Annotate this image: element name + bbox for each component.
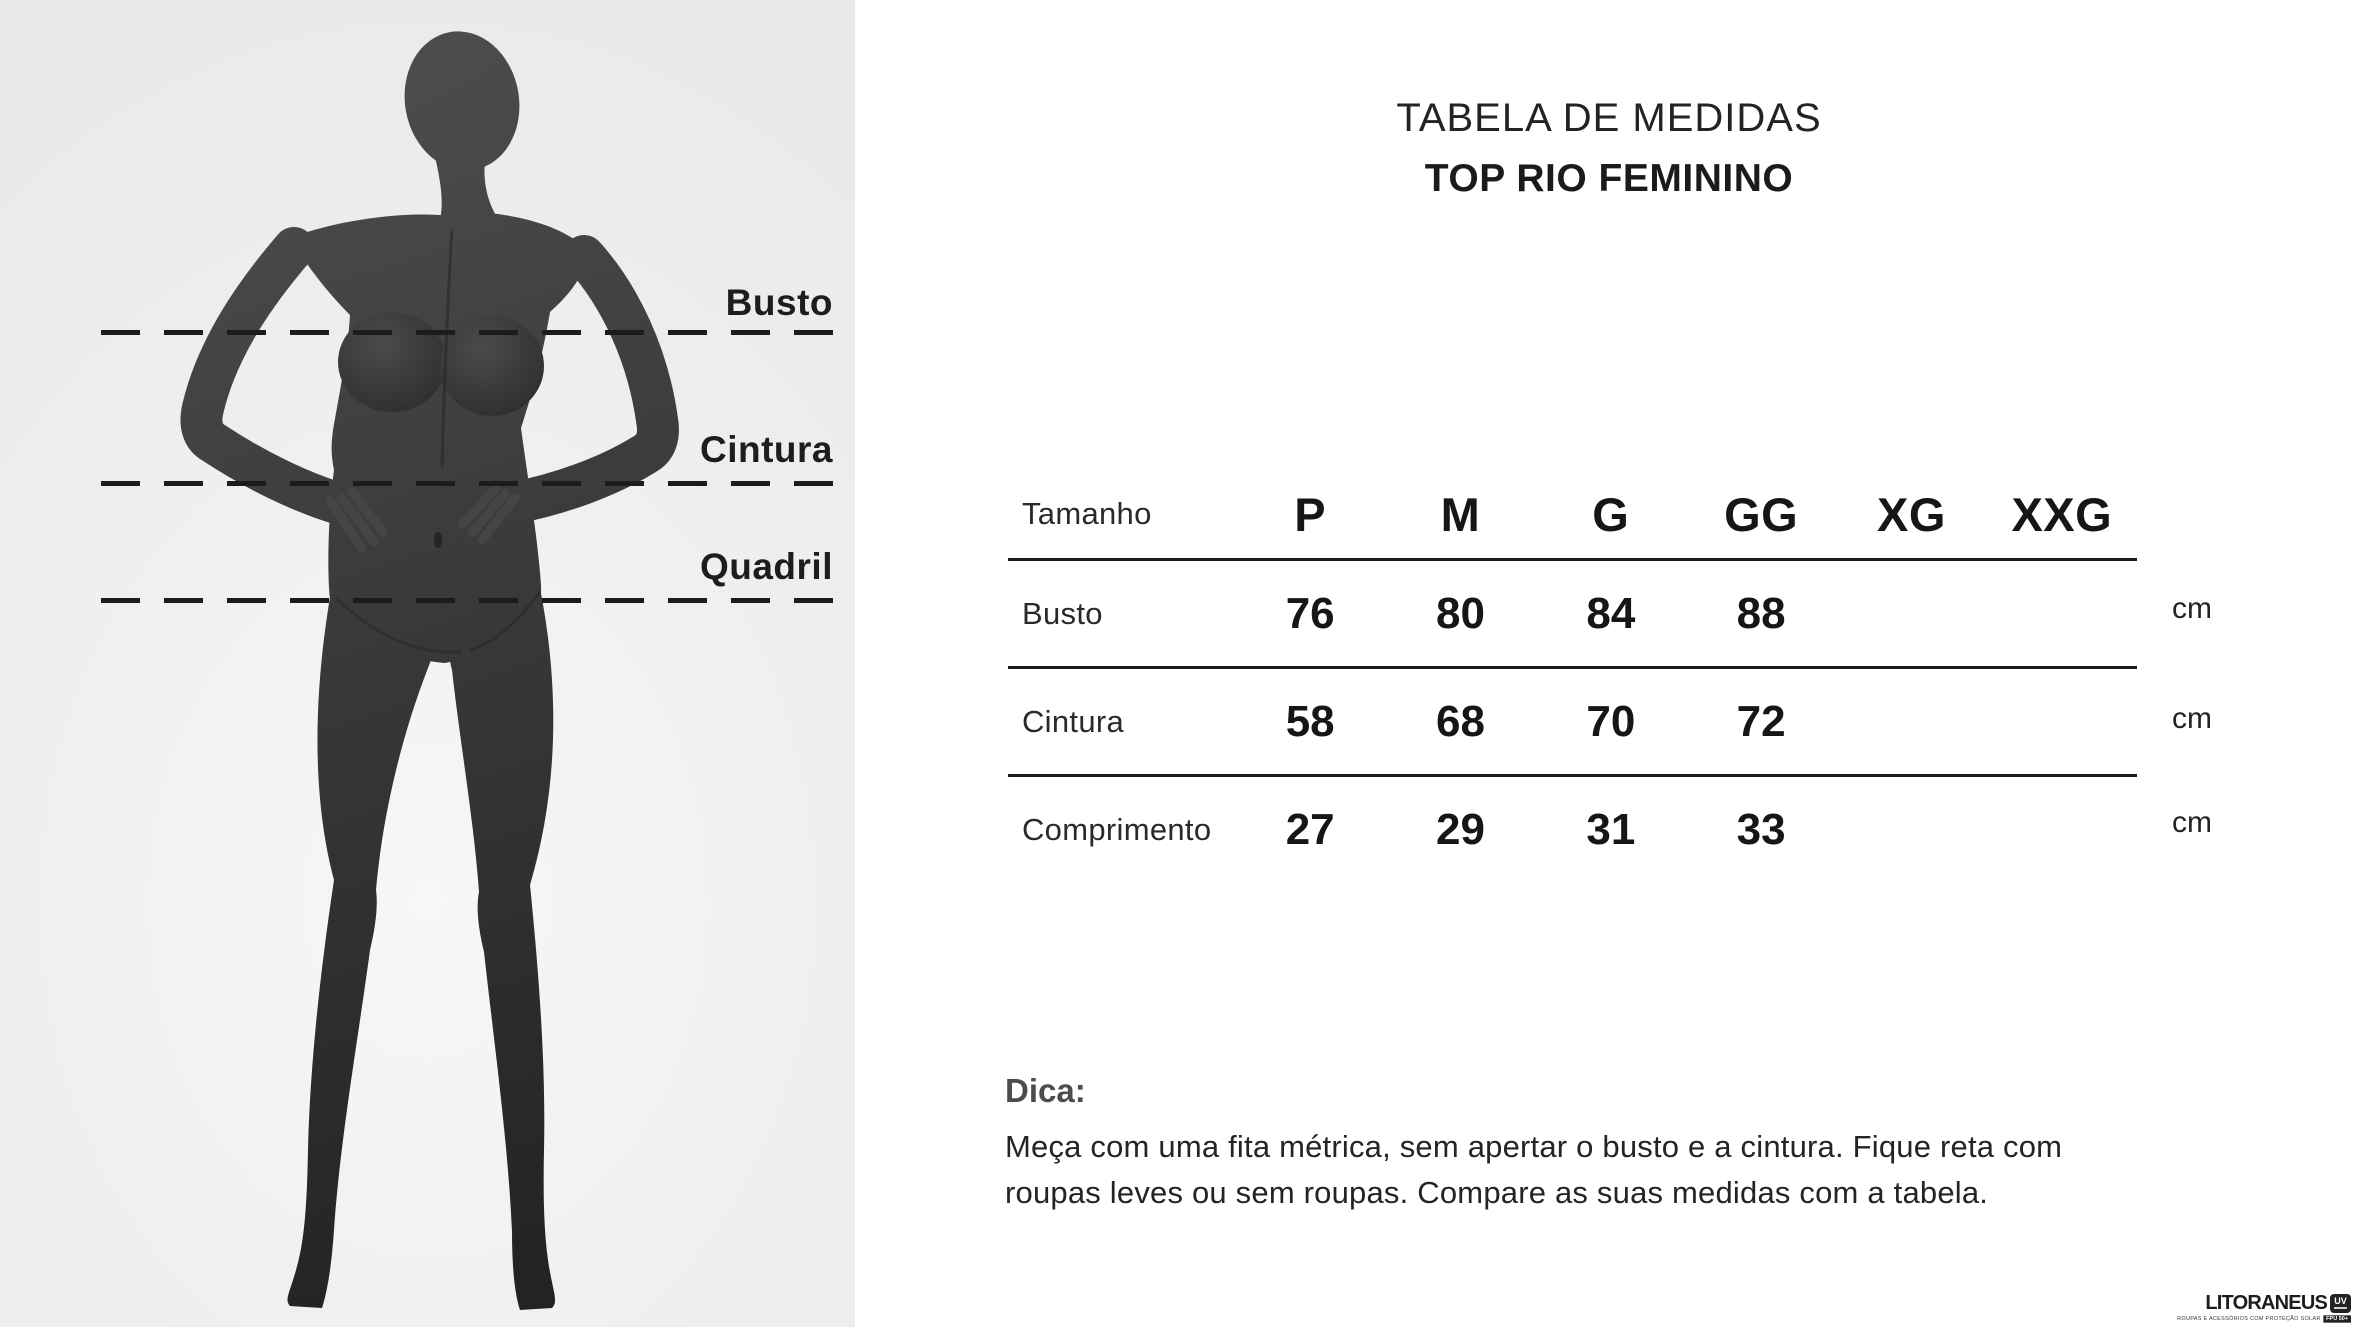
measure-label-cintura: Cintura <box>700 429 833 470</box>
cell-value: 70 <box>1586 696 1636 746</box>
column-header-tamanho: Tamanho <box>1022 496 1152 531</box>
brand-name: LITORANEUS <box>2205 1292 2327 1314</box>
cell-value: 58 <box>1285 696 1335 746</box>
column-header-size-p: P <box>1294 487 1327 541</box>
cell-value: 31 <box>1586 804 1636 854</box>
cell-value: 76 <box>1285 588 1335 638</box>
cell-value: 27 <box>1285 804 1335 854</box>
tip-heading: Dica: <box>1005 1072 1086 1109</box>
unit-label-cm: cm <box>2172 592 2212 625</box>
row-label: Cintura <box>1022 703 1125 739</box>
measure-label-quadril: Quadril <box>699 546 833 587</box>
tip-section <box>1005 1072 2195 1216</box>
table-row-busto <box>1008 561 2137 669</box>
measure-label-busto: Busto <box>725 282 833 323</box>
table-header-row <box>1008 470 2137 561</box>
column-header-size-xg: XG <box>1877 487 1946 541</box>
measure-line-busto <box>88 330 833 335</box>
cell-value: 68 <box>1436 696 1485 746</box>
column-header-size-gg: GG <box>1724 487 1799 541</box>
column-header-size-g: G <box>1592 487 1630 541</box>
uv-badge-icon <box>2330 1294 2351 1313</box>
bust-shading <box>338 312 446 412</box>
page-header <box>855 96 2363 201</box>
uv-badge-underline <box>2334 1307 2347 1309</box>
uv-badge-label: UV <box>2334 1296 2347 1306</box>
brand-fpu-chip: FPU 50+ <box>2324 1315 2351 1322</box>
cell-value: 72 <box>1736 696 1786 746</box>
page-title: TABELA DE MEDIDAS <box>1396 96 1822 140</box>
row-label: Busto <box>1022 595 1103 631</box>
mannequin-figure <box>0 0 855 1327</box>
measure-line-quadril <box>88 598 833 603</box>
cell-value: 88 <box>1736 588 1786 638</box>
brand-logo-bottom <box>2177 1315 2351 1322</box>
column-header-size-xxg: XXG <box>2011 487 2113 541</box>
tip-body-line: Meça com uma fita métrica, sem apertar o busto e a cintura. Fique reta com <box>1005 1129 2063 1164</box>
navel <box>434 532 442 548</box>
brand-tagline: ROUPAS E ACESSÓRIOS COM PROTEÇÃO SOLAR <box>2177 1316 2321 1322</box>
unit-label-cm: cm <box>2172 702 2212 735</box>
unit-label-cm: cm <box>2172 806 2212 839</box>
brand-logo-top <box>2205 1293 2351 1313</box>
cell-value: 84 <box>1586 588 1636 638</box>
row-label: Comprimento <box>1022 811 1212 847</box>
size-table <box>1008 470 2137 882</box>
tip-body-line: roupas leves ou sem roupas. Compare as suas medidas com a tabela. <box>1005 1175 1989 1210</box>
measure-line-cintura <box>88 481 833 486</box>
page-subtitle: TOP RIO FEMININO <box>1424 157 1794 200</box>
mannequin-panel <box>0 0 855 1327</box>
table-row-cintura <box>1008 669 2137 777</box>
column-header-size-m: M <box>1440 487 1481 541</box>
table-row-comprimento <box>1008 777 2137 882</box>
cell-value: 33 <box>1736 804 1786 854</box>
brand-logo <box>2162 1293 2351 1323</box>
cell-value: 29 <box>1436 804 1485 854</box>
cell-value: 80 <box>1436 588 1485 638</box>
